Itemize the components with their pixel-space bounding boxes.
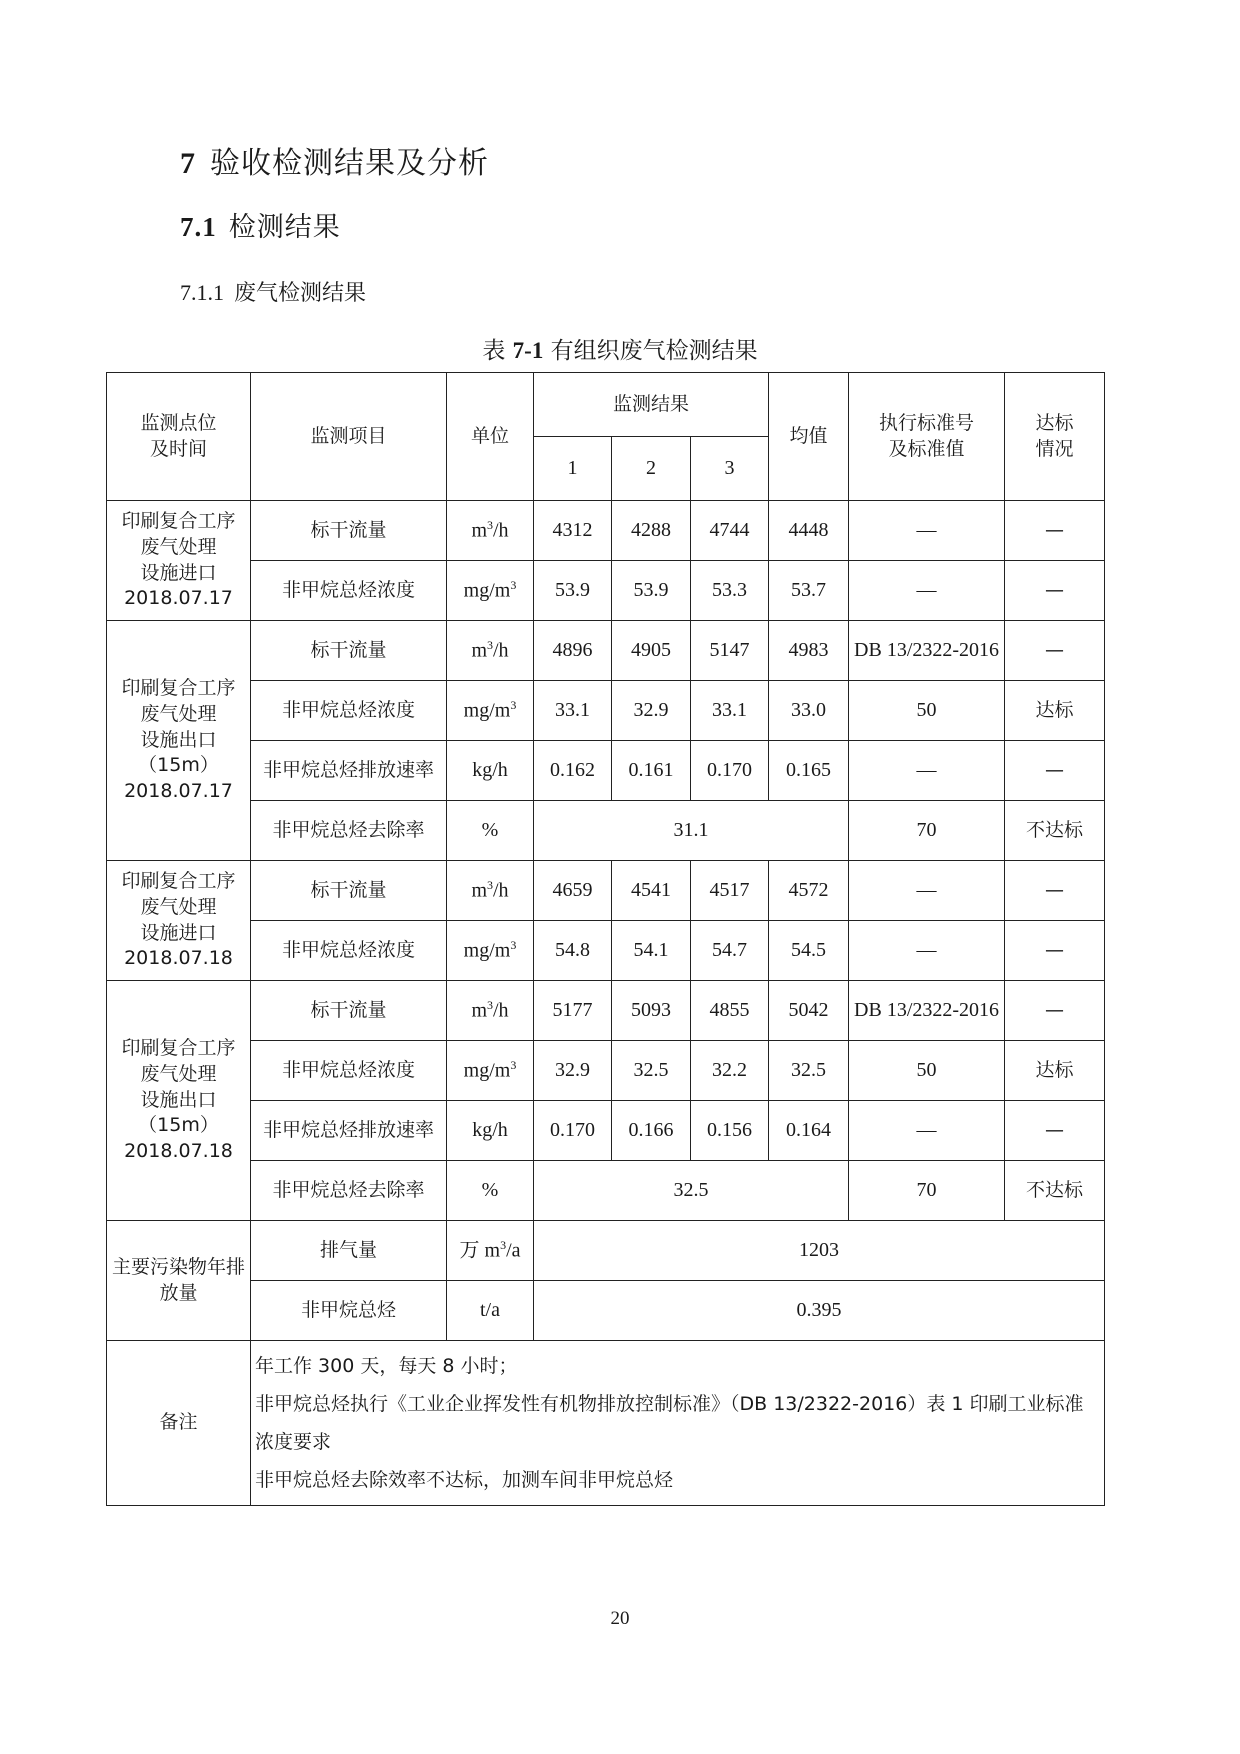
section-heading: 7 验收检测结果及分析 — [180, 146, 489, 181]
note-line: 年工作 300 天，每天 8 小时； — [255, 1355, 518, 1377]
value-3-cell: 0.170 — [691, 741, 769, 801]
table-row — [107, 861, 1105, 921]
table-row — [107, 1101, 1105, 1161]
item-cell: 非甲烷总烃去除率 — [251, 801, 447, 861]
value-1-cell: 0.170 — [534, 1101, 612, 1161]
status-cell: — — [1005, 861, 1105, 921]
value-3-cell: 53.3 — [691, 561, 769, 621]
subsection-heading: 7.1 检测结果 — [180, 212, 341, 243]
unit-cell: $m^3/h$ — [447, 861, 534, 921]
header-run-3: 3 — [691, 437, 769, 501]
standard-cell: DB 13/2322-2016 — [849, 981, 1005, 1041]
value-3-cell: 32.2 — [691, 1041, 769, 1101]
status-cell: — — [1005, 741, 1105, 801]
header-standard: 执行标准号 及标准值 — [849, 373, 1005, 501]
value-1-cell: 54.8 — [534, 921, 612, 981]
mean-cell: 5042 — [769, 981, 849, 1041]
status-cell: — — [1005, 921, 1105, 981]
item-cell: 标干流量 — [251, 501, 447, 561]
table-caption: 表 7-1 有组织废气检测结果 — [482, 338, 758, 364]
header-run-2: 2 — [612, 437, 691, 501]
table-row — [107, 921, 1105, 981]
status-cell: 达标 — [1005, 1041, 1105, 1101]
standard-cell: 50 — [849, 1041, 1005, 1101]
status-cell: — — [1005, 561, 1105, 621]
value-2-cell: 0.166 — [612, 1101, 691, 1161]
status-cell: 不达标 — [1005, 801, 1105, 861]
unit-cell: $mg/m^3$ — [447, 1041, 534, 1101]
table-row — [107, 741, 1105, 801]
mean-cell: 4983 — [769, 621, 849, 681]
status-cell: 不达标 — [1005, 1161, 1105, 1221]
annual-value-cell: 0.395 — [534, 1281, 1105, 1341]
item-cell: 非甲烷总烃排放速率 — [251, 1101, 447, 1161]
value-1-cell: 4896 — [534, 621, 612, 681]
unit-cell: $mg/m^3$ — [447, 561, 534, 621]
table-row — [107, 501, 1105, 561]
mean-cell: 54.5 — [769, 921, 849, 981]
notes-content — [251, 1341, 1105, 1506]
standard-cell: — — [849, 921, 1005, 981]
value-2-cell: 32.5 — [612, 1041, 691, 1101]
item-cell: 标干流量 — [251, 621, 447, 681]
table-row — [107, 561, 1105, 621]
removal-value-cell: 31.1 — [534, 801, 849, 861]
table-row — [107, 1281, 1105, 1341]
table-row — [107, 621, 1105, 681]
value-3-cell: 4517 — [691, 861, 769, 921]
standard-cell: — — [849, 1101, 1005, 1161]
unit-cell: $m^3/h$ — [447, 981, 534, 1041]
table-row — [107, 1221, 1105, 1281]
status-cell: — — [1005, 621, 1105, 681]
status-cell: 达标 — [1005, 681, 1105, 741]
status-cell: — — [1005, 981, 1105, 1041]
standard-cell: — — [849, 861, 1005, 921]
standard-cell: 50 — [849, 681, 1005, 741]
item-cell: 标干流量 — [251, 981, 447, 1041]
value-2-cell: 53.9 — [612, 561, 691, 621]
mean-cell: 0.164 — [769, 1101, 849, 1161]
mean-cell: 4448 — [769, 501, 849, 561]
unit-cell: kg/h — [447, 741, 534, 801]
unit-cell: $m^3/h$ — [447, 621, 534, 681]
value-2-cell: 0.161 — [612, 741, 691, 801]
value-1-cell: 4312 — [534, 501, 612, 561]
subsubsection-heading: 7.1.1 废气检测结果 — [180, 280, 367, 306]
value-2-cell: 5093 — [612, 981, 691, 1041]
unit-cell: $m^3/h$ — [447, 501, 534, 561]
site-cell: 印刷复合工序 废气处理 设施进口 2018.07.18 — [107, 861, 251, 981]
header-site: 监测点位 及时间 — [107, 373, 251, 501]
note-line: 非甲烷总烃去除效率不达标，加测车间非甲烷总烃 — [255, 1469, 674, 1491]
standard-cell: — — [849, 741, 1005, 801]
value-1-cell: 0.162 — [534, 741, 612, 801]
value-1-cell: 32.9 — [534, 1041, 612, 1101]
header-results: 监测结果 — [534, 373, 769, 437]
value-3-cell: 4855 — [691, 981, 769, 1041]
note-line: 非甲烷总烃执行《工业企业挥发性有机物排放控制标准》（DB 13/2322-2016）表 1 印刷工业标准浓度要求 — [255, 1393, 1084, 1453]
mean-cell: 32.5 — [769, 1041, 849, 1101]
waste-gas-results-table — [106, 372, 1105, 1506]
annual-value-cell: 1203 — [534, 1221, 1105, 1281]
value-1-cell: 53.9 — [534, 561, 612, 621]
value-3-cell: 5147 — [691, 621, 769, 681]
value-2-cell: 54.1 — [612, 921, 691, 981]
annual-site-cell: 主要污染物年排 放量 — [107, 1221, 251, 1341]
standard-cell: — — [849, 501, 1005, 561]
status-cell: — — [1005, 1101, 1105, 1161]
value-2-cell: 4541 — [612, 861, 691, 921]
header-status: 达标 情况 — [1005, 373, 1105, 501]
item-cell: 标干流量 — [251, 861, 447, 921]
item-cell: 非甲烷总烃 — [251, 1281, 447, 1341]
header-mean: 均值 — [769, 373, 849, 501]
site-cell: 印刷复合工序 废气处理 设施进口 2018.07.17 — [107, 501, 251, 621]
value-3-cell: 33.1 — [691, 681, 769, 741]
item-cell: 非甲烷总烃浓度 — [251, 921, 447, 981]
value-3-cell: 54.7 — [691, 921, 769, 981]
table-row — [107, 801, 1105, 861]
value-2-cell: 4288 — [612, 501, 691, 561]
header-item: 监测项目 — [251, 373, 447, 501]
notes-label: 备注 — [107, 1341, 251, 1506]
standard-cell: 70 — [849, 1161, 1005, 1221]
standard-cell: — — [849, 561, 1005, 621]
unit-cell: % — [447, 801, 534, 861]
page-number: 20 — [610, 1608, 630, 1629]
header-unit: 单位 — [447, 373, 534, 501]
site-cell: 印刷复合工序 废气处理 设施出口（15m） 2018.07.17 — [107, 621, 251, 861]
item-cell: 非甲烷总烃排放速率 — [251, 741, 447, 801]
item-cell: 非甲烷总烃浓度 — [251, 681, 447, 741]
value-2-cell: 4905 — [612, 621, 691, 681]
item-cell: 非甲烷总烃浓度 — [251, 1041, 447, 1101]
item-cell: 非甲烷总烃去除率 — [251, 1161, 447, 1221]
mean-cell: 53.7 — [769, 561, 849, 621]
header-run-1: 1 — [534, 437, 612, 501]
value-1-cell: 4659 — [534, 861, 612, 921]
table-row — [107, 681, 1105, 741]
standard-cell: DB 13/2322-2016 — [849, 621, 1005, 681]
site-cell: 印刷复合工序 废气处理 设施出口（15m） 2018.07.18 — [107, 981, 251, 1221]
table-row — [107, 1041, 1105, 1101]
value-1-cell: 33.1 — [534, 681, 612, 741]
value-2-cell: 32.9 — [612, 681, 691, 741]
unit-cell: 万 $m^3/a$ — [447, 1221, 534, 1281]
unit-cell: $mg/m^3$ — [447, 921, 534, 981]
value-3-cell: 4744 — [691, 501, 769, 561]
value-3-cell: 0.156 — [691, 1101, 769, 1161]
status-cell: — — [1005, 501, 1105, 561]
standard-cell: 70 — [849, 801, 1005, 861]
item-cell: 非甲烷总烃浓度 — [251, 561, 447, 621]
unit-cell: $mg/m^3$ — [447, 681, 534, 741]
unit-cell: % — [447, 1161, 534, 1221]
value-1-cell: 5177 — [534, 981, 612, 1041]
mean-cell: 4572 — [769, 861, 849, 921]
mean-cell: 0.165 — [769, 741, 849, 801]
mean-cell: 33.0 — [769, 681, 849, 741]
item-cell: 排气量 — [251, 1221, 447, 1281]
table-row — [107, 981, 1105, 1041]
unit-cell: t/a — [447, 1281, 534, 1341]
unit-cell: kg/h — [447, 1101, 534, 1161]
removal-value-cell: 32.5 — [534, 1161, 849, 1221]
table-row — [107, 1161, 1105, 1221]
